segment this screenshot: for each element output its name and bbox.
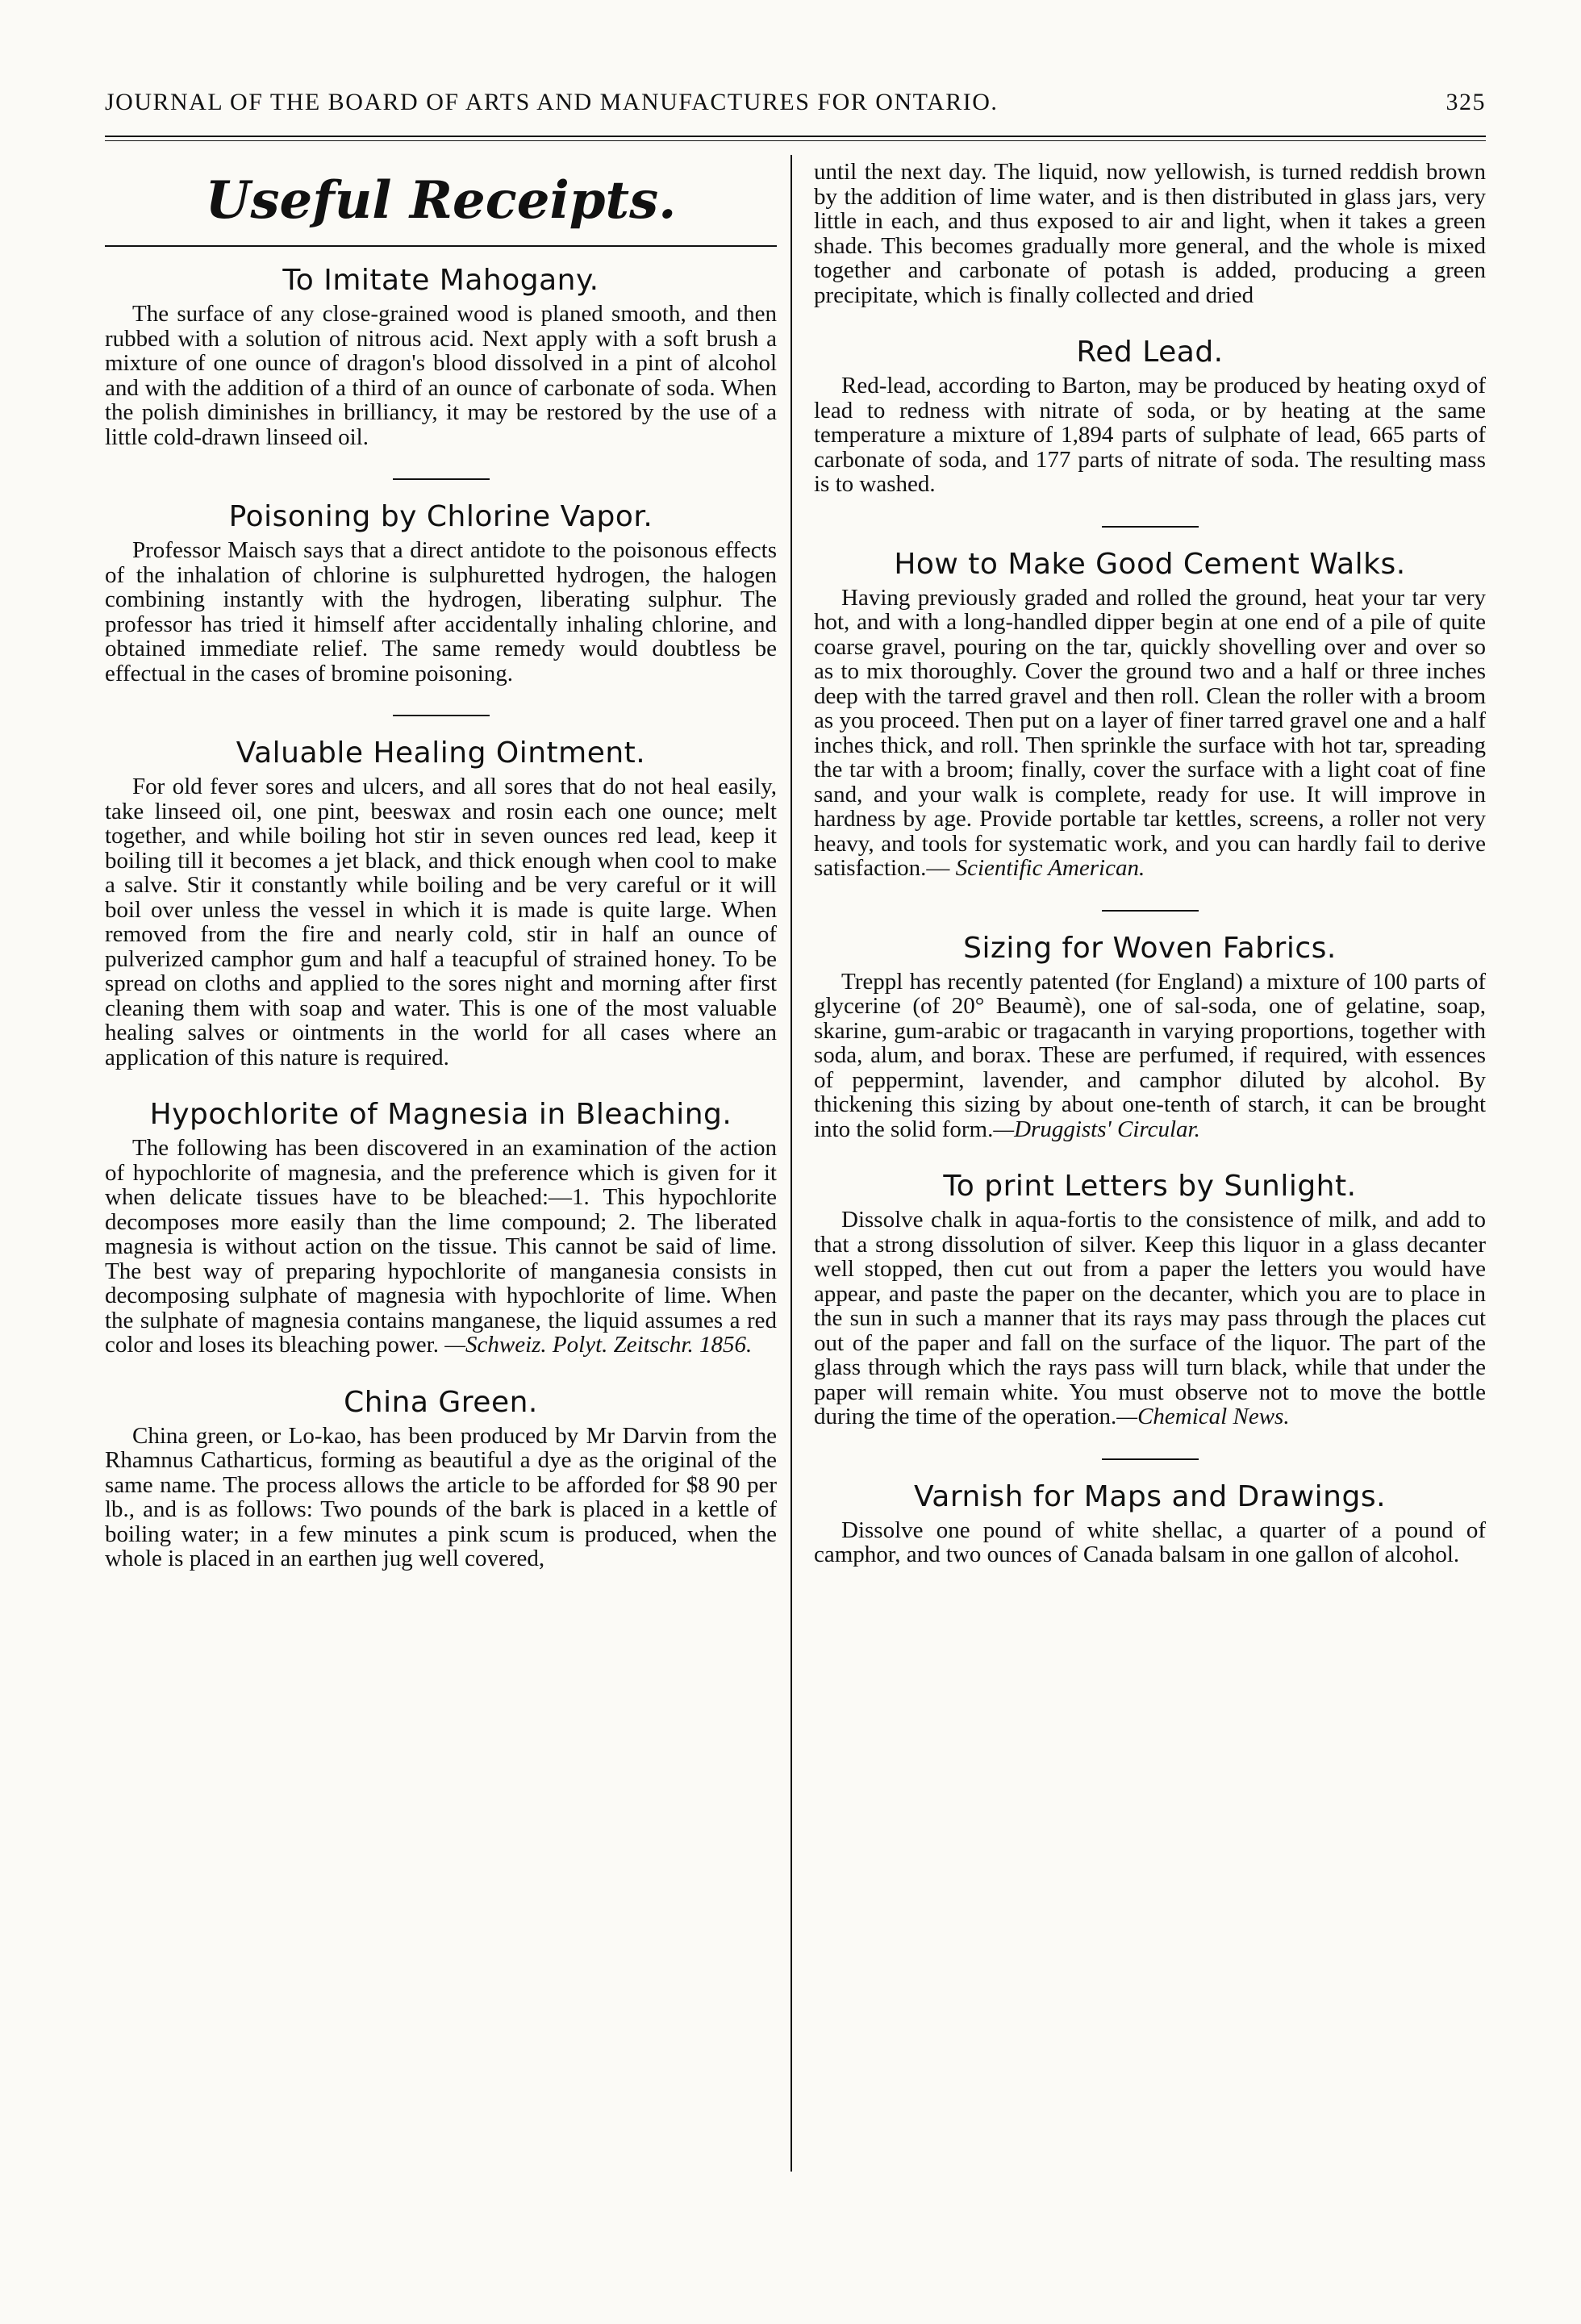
section-rule [393, 715, 490, 716]
article-body: Having previously graded and rolled the ground, heat your tar very hot, and with a long-handled dipper begin at one end of a pile of quite coarse gravel, pouring on the tar, quickly shovelling over and over so as to mix thoroughly. Cover the ground two and a half or three inches deep with the tarred gravel and then roll. Clean the roller with a broom as you proceed. Then put on a layer of finer tarred gravel one and a half inches thick, and roll. Then sprinkle the surface with hot tar, spreading the tar with a broom; finally, cover the surface with a light coat of fine sand, and your walk is complete, ready for use. It will improve in hardness by age. Provide portable tar kettles, screens, a roller not very heavy, and tools for systematic work, and you can hardly fail to derive satisfaction.— [814, 584, 1486, 881]
right-column [814, 160, 1486, 1596]
article-china-green [105, 1387, 777, 1571]
article-title: How to Make Good Cement Walks. [894, 547, 1406, 581]
article-title: China Green. [344, 1385, 538, 1419]
article-title: To Imitate Mahogany. [282, 264, 599, 297]
article-to-imitate-mahogany [105, 265, 777, 449]
article-poisoning-by-chlorine-vapor [105, 501, 777, 686]
article-print-letters-by-sunlight [814, 1170, 1486, 1429]
article-title: Varnish for Maps and Drawings. [913, 1479, 1387, 1513]
article-varnish-for-maps [814, 1481, 1486, 1567]
journal-title: JOURNAL OF THE BOARD OF ARTS AND MANUFACTURES FOR ONTARIO. [105, 89, 999, 115]
article-sizing-for-woven-fabrics [814, 933, 1486, 1142]
article-title: Red Lead. [1076, 336, 1224, 369]
article-source: Scientific American. [955, 855, 1145, 881]
section-rule [1102, 1458, 1199, 1460]
article-body: Professor Maisch says that a direct antidote to the poisonous effects of the inhalation of chlorine is sulphuretted hydrogen, the halogen combining instantly with the hydrogen, liberating sulphur. The professor has tried it himself after accidentally inhaling chlorine, and obtained immediate relief. The same remedy would doubtless be effectual in the cases of bromine poisoning. [105, 537, 777, 686]
article-body: Dissolve one pound of white shellac, a quarter of a pound of camphor, and two ounces of Canada balsam in one gallon of alcohol. [814, 1517, 1486, 1567]
article-title: To print Letters by Sunlight. [943, 1170, 1357, 1203]
article-china-green-continued [814, 160, 1486, 307]
article-source: —Druggists' Circular. [993, 1116, 1200, 1142]
article-body: Treppl has recently patented (for England) a mixture of 100 parts of glycerine (of 20° Beaumè), one of sal-soda, one of gelatine, soap, skarine, gum-arabic or tragacanth in varying proportions, together with soda, alum, and borax. These are perfumed, if required, with essences of peppermint, lavender, and camphor diluted by alcohol. By thickening this sizing by about one-tenth of starch, it can be brought into the solid form. [814, 968, 1486, 1142]
article-body: Dissolve chalk in aqua-fortis to the consistence of milk, and add to that a strong dissolution of silver. Keep this liquor in a glass decanter well stopped, then cut out from a paper the letters you would have appear, and paste the paper on the decanter, which you are to place in the sun in such a manner that its rays may pass through the places cut out of the paper and fall on the surface of the liquor. The part of the glass through which the rays pass will turn black, while that under the paper will remain white. You must observe not to move the bottle during the time of the operation. [814, 1207, 1486, 1429]
running-head [105, 90, 1486, 115]
article-body: China green, or Lo-kao, has been produced by Mr Darvin from the Rhamnus Catharticus, forming as beautiful a dye as the original of the same name. The process allows the article to be afforded for $8 90 per lb., and is as follows: Two pounds of the bark is placed in a kettle of boiling water; in a few minutes a pink scum is produced, when the whole is placed in an earthen jug well covered, [105, 1422, 777, 1571]
section-rule [393, 478, 490, 480]
left-column [105, 160, 777, 1600]
header-rule [105, 136, 1486, 141]
column-divider [790, 155, 792, 2172]
article-title: Poisoning by Chlorine Vapor. [228, 500, 653, 533]
page-number: 325 [1445, 89, 1486, 115]
article-title: Sizing for Woven Fabrics. [963, 931, 1337, 965]
article-good-cement-walks [814, 549, 1486, 881]
article-continuation: until the next day. The liquid, now yellowish, is turned reddish brown by the addition of lime water, and is then distributed in glass jars, very little in each, and thus exposed to air and light, when it takes a green shade. This becomes gradually more general, and the whole is mixed together and carbonate of potash is added, producing a green precipitate, which is finally collected and dried [814, 159, 1486, 308]
section-rule [1102, 526, 1199, 528]
article-source: —Chemical News. [1116, 1404, 1290, 1429]
section-rule [1102, 910, 1199, 912]
article-title: Valuable Healing Ointment. [236, 736, 646, 770]
article-hypochlorite-of-magnesia [105, 1099, 777, 1358]
article-body: The surface of any close-grained wood is planed smooth, and then rubbed with a solution of nitrous acid. Next apply with a soft brush a mixture of one ounce of dragon's blood dissolved in a pint of alcohol and with the addition of a third of an ounce of carbonate of soda. When the polish diminishes in brilliancy, it may be restored by the use of a little cold-drawn linseed oil. [105, 301, 777, 450]
article-body: For old fever sores and ulcers, and all sores that do not heal easily, take linseed oil, one pint, beeswax and rosin each one ounce; melt together, and while boiling hot stir in seven ounces red lead, keep it boiling till it becomes a jet black, and thick enough when cool to make a salve. Stir it constantly while boiling and be very careful or it will boil over unless the vessel in which it is made is quite large. When removed from the fire and nearly cold, stir in half an ounce of pulverized camphor gum and half a teacupful of strained honey. To be spread on cloths and applied to the sores night and morning after first cleaning them with soap and water. This is one of the most valuable healing salves or ointments in the world for all cases where an application of this nature is required. [105, 774, 777, 1070]
department-title: Useful Receipts. [205, 170, 677, 231]
article-body: Red-lead, according to Barton, may be produced by heating oxyd of lead to redness with nitrate of soda, or by heating at the same temperature a mixture of 1,894 parts of sulphate of lead, 665 parts of carbonate of soda, and 177 parts of nitrate of soda. The resulting mass is to washed. [814, 373, 1486, 497]
article-source: —Schweiz. Polyt. Zeitschr. 1856. [444, 1332, 753, 1358]
article-body: The following has been discovered in an examination of the action of hypochlorite of magnesia, and the preference which is given for it when delicate tissues have to be bleached:—1. This hypochlorite decomposes more easily than the lime compound; 2. The liberated magnesia is without action on the tissue. This cannot be said of lime. The best way of preparing hypochlorite of manganesia consists in decomposing sulphate of magnesia with hypochlorite of lime. When the sulphate of magnesia contains manganese, the liquid assumes a red color and loses its bleaching power. [105, 1135, 777, 1358]
article-title: Hypochlorite of Magnesia in Bleaching. [149, 1098, 732, 1131]
article-valuable-healing-ointment [105, 737, 777, 1070]
article-red-lead [814, 336, 1486, 497]
department-rule [105, 245, 777, 247]
